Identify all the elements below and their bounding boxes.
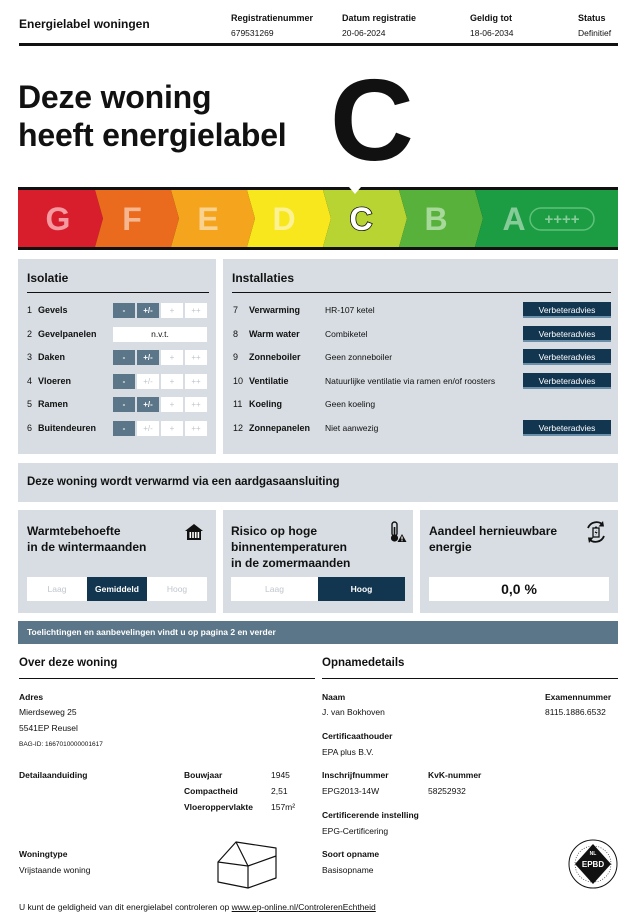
isolatie-scale-segment: - xyxy=(113,421,135,436)
installatie-row xyxy=(0,420,632,438)
isolatie-scale-segment: +/- xyxy=(137,303,159,318)
installatie-row xyxy=(0,302,632,320)
registration-number-value: 679531269 xyxy=(231,28,274,38)
overheating-risk-title xyxy=(231,523,350,571)
isolatie-scale-segment: + xyxy=(161,374,183,389)
heat-demand-title xyxy=(27,523,146,555)
address-postcode-city: 5541EP Reusel xyxy=(19,723,78,733)
installatie-row-label: Zonnepanelen xyxy=(249,423,311,433)
isolatie-scale-segment: +/- xyxy=(137,374,159,389)
isolatie-row-label: Vloeren xyxy=(38,376,72,386)
installaties-divider xyxy=(232,292,611,293)
installatie-row xyxy=(0,326,632,344)
valid-until-value: 18-06-2034 xyxy=(470,28,514,38)
installatie-row xyxy=(0,373,632,391)
kvk-label: KvK-nummer xyxy=(428,770,482,780)
overheating-risk-title-line-2: binnentemperaturen xyxy=(231,540,348,554)
isolatie-scale-segment: + xyxy=(161,303,183,318)
improvement-advice-button[interactable]: Verbeteradvies xyxy=(523,302,611,318)
class-letter-A: A xyxy=(502,201,526,237)
isolatie-not-applicable: n.v.t. xyxy=(113,327,207,342)
overheating-risk-title-line-3: in de zomermaanden xyxy=(231,556,351,570)
status-label: Status xyxy=(578,13,606,23)
isolatie-scale-segment: + xyxy=(161,350,183,365)
overheating-risk-card xyxy=(223,510,413,613)
home-type-value: Vrijstaande woning xyxy=(19,865,91,875)
inspection-details-title: Opnamedetails xyxy=(322,657,405,669)
improvement-advice-button[interactable]: Verbeteradvies xyxy=(523,349,611,365)
status-value: Definitief xyxy=(578,28,612,38)
isolatie-scale-segment: ++ xyxy=(185,374,207,389)
isolatie-scale-segment: - xyxy=(113,374,135,389)
installatie-row-number: 9 xyxy=(233,352,239,362)
house-heat-icon xyxy=(184,522,204,542)
overheating-risk-option-low: Laag xyxy=(231,577,318,601)
inspection-details-divider xyxy=(322,678,618,679)
inspector-name-value: J. van Bokhoven xyxy=(322,707,385,717)
address-label: Adres xyxy=(19,692,44,702)
installatie-row-value: Natuurlijke ventilatie via ramen en/of roosters xyxy=(325,376,496,386)
floor-area-value: 157m² xyxy=(271,802,296,812)
installatie-row-label: Koeling xyxy=(249,399,282,409)
renewable-share-title-line-2: energie xyxy=(429,540,472,554)
isolatie-scale-segment: +/- xyxy=(137,350,159,365)
certificate-holder-label: Certificaathouder xyxy=(322,731,393,741)
improvement-advice-button[interactable]: Verbeteradvies xyxy=(523,373,611,389)
isolatie-row-label: Buitendeuren xyxy=(38,423,97,433)
installatie-row-value: Niet aanwezig xyxy=(325,423,379,433)
isolatie-divider xyxy=(27,292,209,293)
hero-line-2: heeft energielabel xyxy=(18,117,287,153)
installatie-row-value: HR-107 ketel xyxy=(325,305,375,315)
isolatie-row-number: 4 xyxy=(27,376,33,386)
isolatie-scale-segment: + xyxy=(161,397,183,412)
installatie-row-value: Geen zonneboiler xyxy=(325,352,393,362)
registration-number-label: Registratienummer xyxy=(231,13,314,23)
isolatie-scale-segment: - xyxy=(113,397,135,412)
inspection-type-label: Soort opname xyxy=(322,849,380,859)
isolatie-scale-segment: - xyxy=(113,303,135,318)
class-letter-F: F xyxy=(122,201,142,237)
installatie-row-value: Combiketel xyxy=(325,329,368,339)
a-plus-text: ++++ xyxy=(544,211,580,228)
class-letter-C: C xyxy=(349,201,373,237)
energy-label-letter: C xyxy=(330,55,414,185)
installatie-row-label: Warm water xyxy=(249,329,300,339)
installaties-title: Installaties xyxy=(232,271,295,285)
installatie-row-number: 12 xyxy=(233,423,244,433)
isolatie-scale-segment: ++ xyxy=(185,303,207,318)
floor-area-label: Vloeroppervlakte xyxy=(184,802,253,812)
valid-until-label: Geldig tot xyxy=(470,13,512,23)
inspection-type-value: Basisopname xyxy=(322,865,374,875)
epbd-seal-icon xyxy=(567,838,619,890)
isolatie-row-label: Daken xyxy=(38,352,66,362)
heating-note-panel xyxy=(18,463,618,502)
isolatie-row-number: 6 xyxy=(27,423,33,433)
isolatie-scale-segment: ++ xyxy=(185,350,207,365)
bag-id: BAG-ID: 1667010000001617 xyxy=(19,741,103,748)
installatie-row xyxy=(0,396,632,414)
registration-date-label: Datum registratie xyxy=(342,13,417,23)
renewable-cycle-icon xyxy=(583,519,609,545)
heat-demand-title-line-1: Warmtebehoefte xyxy=(27,524,121,538)
detail-label: Detailaanduiding xyxy=(19,770,88,780)
class-letter-G: G xyxy=(45,201,71,237)
registration-label: Inschrijfnummer xyxy=(322,770,389,780)
energy-label-scale xyxy=(18,187,618,250)
exam-number-value: 8115.1886.6532 xyxy=(545,707,606,717)
isolatie-scale-segment: +/- xyxy=(137,397,159,412)
heat-demand-card xyxy=(18,510,216,613)
home-type-label: Woningtype xyxy=(19,849,68,859)
certificate-holder-value: EPA plus B.V. xyxy=(322,747,374,757)
installatie-row-number: 7 xyxy=(233,305,239,315)
improvement-advice-button[interactable]: Verbeteradvies xyxy=(523,420,611,436)
footer-text: U kunt de geldigheid van dit energielabel controleren op xyxy=(19,902,232,912)
isolatie-scale-segment: - xyxy=(113,350,135,365)
registration-value: EPG2013-14W xyxy=(322,786,380,796)
heating-note: Deze woning wordt verwarmd via een aardgasaansluiting xyxy=(27,476,340,488)
compactness-label: Compactheid xyxy=(184,786,238,796)
kvk-value: 58252932 xyxy=(428,786,466,796)
renewable-share-value: 0,0 % xyxy=(429,577,609,601)
certifying-body-label: Certificerende instelling xyxy=(322,810,419,820)
overheating-risk-title-line-1: Risico op hoge xyxy=(231,524,318,538)
isolatie-scale-segment: ++ xyxy=(185,421,207,436)
installatie-row-label: Verwarming xyxy=(249,305,301,315)
build-year-value: 1945 xyxy=(271,770,290,780)
class-letter-B: B xyxy=(424,201,448,237)
registration-date-value: 20-06-2024 xyxy=(342,28,386,38)
isolatie-scale-segment: ++ xyxy=(185,397,207,412)
class-letter-D: D xyxy=(272,201,296,237)
isolatie-row-number: 5 xyxy=(27,399,33,409)
address-street: Mierdseweg 25 xyxy=(19,707,77,717)
heat-demand-option-medium: Gemiddeld xyxy=(87,577,147,601)
compactness-value: 2,51 xyxy=(271,786,288,796)
isolatie-row-label: Gevelpanelen xyxy=(38,329,97,339)
heat-demand-option-low: Laag xyxy=(27,577,87,601)
verify-link[interactable]: www.ep-online.nl/ControlerenEchtheid xyxy=(231,902,376,912)
class-letter-E: E xyxy=(197,201,219,237)
renewable-share-title xyxy=(429,523,557,555)
heat-demand-title-line-2: in de wintermaanden xyxy=(27,540,147,554)
thermometer-warning-icon xyxy=(388,521,408,543)
seal-nl-text: NL xyxy=(589,851,597,857)
certifying-body-value: EPG-Certificering xyxy=(322,826,389,836)
renewable-share-title-line-1: Aandeel hernieuwbare xyxy=(429,524,558,538)
heat-demand-option-high: Hoog xyxy=(147,577,207,601)
isolatie-row-number: 2 xyxy=(27,329,33,339)
installatie-row-number: 10 xyxy=(233,376,244,386)
isolatie-title: Isolatie xyxy=(27,271,69,285)
about-home-title: Over deze woning xyxy=(19,657,118,669)
hero-heading xyxy=(18,78,287,154)
explanation-note-bar: Toelichtingen en aanbevelingen vindt u op pagina 2 en verder xyxy=(18,621,618,644)
improvement-advice-button[interactable]: Verbeteradvies xyxy=(523,326,611,342)
installatie-row xyxy=(0,349,632,367)
isolatie-scale-segment: + xyxy=(161,421,183,436)
overheating-risk-option-high: Hoog xyxy=(318,577,405,601)
isolatie-row-label: Ramen xyxy=(38,399,69,409)
exam-number-label: Examennummer xyxy=(545,692,612,702)
seal-epbd-text: EPBD xyxy=(581,860,605,869)
isolatie-row-number: 3 xyxy=(27,352,33,362)
hero-line-1: Deze woning xyxy=(18,79,212,115)
installatie-row-label: Ventilatie xyxy=(249,376,289,386)
installatie-row-number: 11 xyxy=(233,399,243,409)
isolatie-scale-segment: +/- xyxy=(137,421,159,436)
installatie-row-value: Geen koeling xyxy=(325,399,376,409)
installatie-row-number: 8 xyxy=(233,329,239,339)
detached-house-icon xyxy=(216,840,278,890)
inspector-name-label: Naam xyxy=(322,692,346,702)
renewable-share-card xyxy=(420,510,618,613)
isolatie-row-number: 1 xyxy=(27,305,33,315)
installatie-row-label: Zonneboiler xyxy=(249,352,301,362)
header-divider xyxy=(19,43,618,46)
about-home-divider xyxy=(19,678,315,679)
build-year-label: Bouwjaar xyxy=(184,770,223,780)
isolatie-row-label: Gevels xyxy=(38,305,68,315)
document-title: Energielabel woningen xyxy=(19,17,150,31)
footer-note xyxy=(19,902,376,912)
